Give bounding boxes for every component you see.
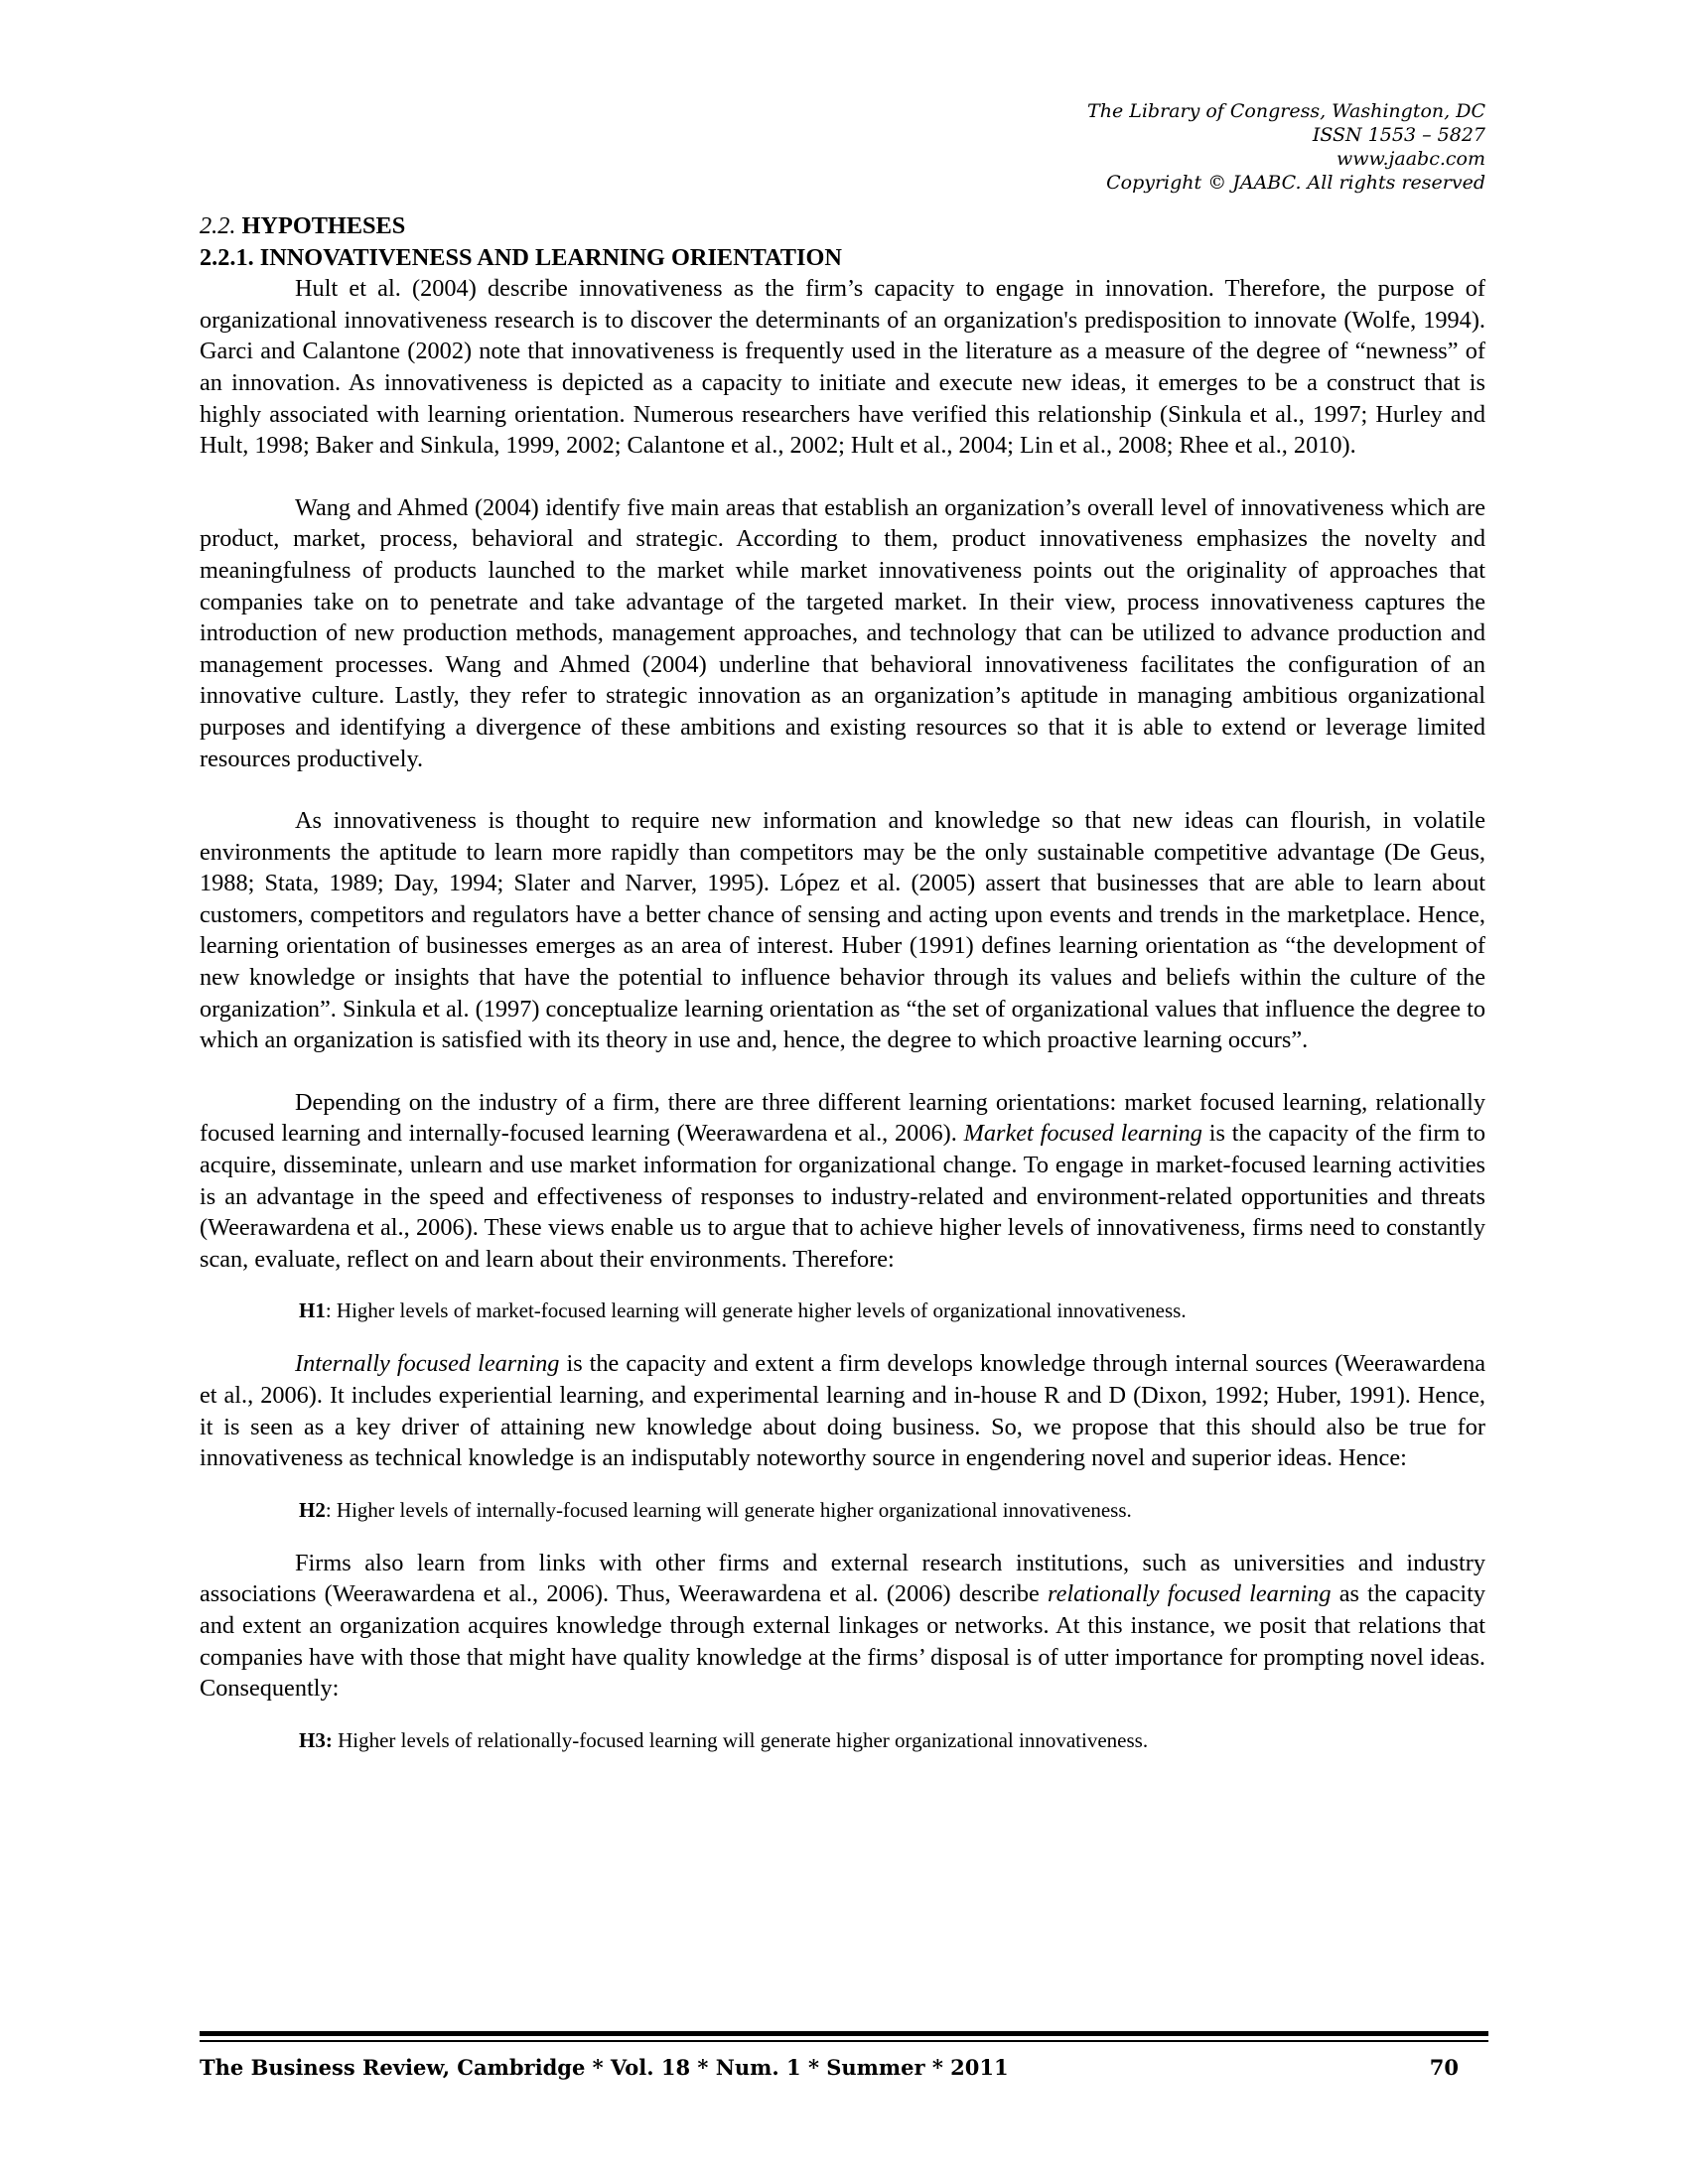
paragraph-6-text-b: as the capacity and extent an organization acquires knowledge through external linkages or networks. At this instance, we posit that relations that companies have with those that might have quality knowledge at the firms’ disposal is of utter importance for prompting novel ideas. Consequently: [200,1580,1486,1703]
header-issn: ISSN 1553 – 5827 [1312,124,1485,146]
hypothesis-1-label: H1 [299,1298,326,1323]
paragraph-4 [200,1087,1485,1276]
footer-rule-thin [200,2040,1488,2042]
paragraph-3: As innovativeness is thought to require new information and knowledge so that new ideas can flourish, in volatile environments the aptitude to learn more rapidly than competitors may be the only sustainable competitive advantage (De Geus, 1988; Stata, 1989; Day, 1994; Slater and Narver, 1995). López et al. (2005) assert that businesses that are able to learn about customers, competitors and regulators have a better chance of sensing and acting upon events and trends in the marketplace. Hence, learning orientation of businesses emerges as an area of interest. Huber (1991) defines learning orientation as “the development of new knowledge or insights that have the potential to influence behavior through its values and beliefs within the culture of the organization”. Sinkula et al. (1997) conceptualize learning orientation as “the set of organizational values that influence the degree to which an organization is satisfied with its theory in use and, hence, the degree to which proactive learning occurs”. [200,807,1485,1054]
paragraph-4-text-a: Depending on the industry of a firm, there are three different learning orientations: market focused learning, relationally focused learning and internally-focused learning (Weerawardena et al., 2006). [200,1088,1485,1148]
page-number: 70 [1429,2055,1459,2080]
hypothesis-3-label: H3: [299,1727,333,1752]
hypothesis-1 [200,1297,1485,1324]
paragraph-5 [200,1348,1485,1473]
main-content [200,210,1485,1778]
header-website: www.jaabc.com [1336,148,1485,170]
paragraph-5-text: is the capacity and extent a firm develops knowledge through internal sources (Weerawardena et al., 2006). It includes experiential learning, and experimental learning and in-house R and D (Dixon, 1992; Huber, 1991). Hence, it is seen as a key driver of attaining new knowledge about doing business. So, we propose that this should also be true for innovativeness as technical knowledge is an indisputably noteworthy source in engendering novel and superior ideas. Hence: [200,1350,1486,1472]
section-number: 2.2. [200,212,236,239]
footer-rule-thick [200,2031,1488,2036]
paragraph-1: Hult et al. (2004) describe innovativeness as the firm’s capacity to engage in innovation. Therefore, the purpose of organizational innovativeness research is to discover the determinants of an organization's predisposition to innovate (Wolfe, 1994). Garci and Calantone (2002) note that innovativeness is frequently used in the literature as a measure of the degree of “newness” of an innovation. As innovativeness is depicted as a capacity to initiate and execute new ideas, it emerges to be a construct that is highly associated with learning orientation. Numerous researchers have verified this relationship (Sinkula et al., 1997; Hurley and Hult, 1998; Baker and Sinkula, 1999, 2002; Calantone et al., 2002; Hult et al., 2004; Lin et al., 2008; Rhee et al., 2010). [200,275,1485,460]
hypothesis-3 [200,1726,1485,1754]
hypothesis-1-text: : Higher levels of market-focused learning will generate higher levels of organizational innovativeness. [325,1298,1187,1323]
hypothesis-3-text: Higher levels of relationally-focused learning will generate higher organizational innovativeness. [332,1727,1149,1752]
hypothesis-2 [200,1496,1485,1524]
section-title: HYPOTHESES [241,212,406,239]
hypothesis-2-text: : Higher levels of internally-focused learning will generate higher organizational innovativeness. [325,1497,1132,1522]
paragraph-4-text-b: is the capacity of the firm to acquire, disseminate, unlearn and use market information for organizational change. To engage in market-focused learning activities is an advantage in the speed and effectiveness of responses to industry-related and environment-related opportunities and threats (Weerawardena et al., 2006). These views enable us to argue that to achieve higher levels of innovativeness, firms need to constantly scan, evaluate, reflect on and learn about their environments. Therefore: [200,1120,1486,1273]
paragraph-2: Wang and Ahmed (2004) identify five main areas that establish an organization’s overall level of innovativeness which are product, market, process, behavioral and strategic. According to them, product innovativeness emphasizes the novelty and meaningfulness of products launched to the market while market innovativeness points out the originality of approaches that companies take on to penetrate and take advantage of the targeted market. In their view, process innovativeness captures the introduction of new production methods, management approaches, and technology that can be utilized to advance production and management processes. Wang and Ahmed (2004) underline that behavioral innovativeness facilitates the configuration of an innovative culture. Lastly, they refer to strategic innovation as an organization’s aptitude in managing ambitious organizational purposes and identifying a divergence of these ambitions and existing resources so that it is able to extend or leverage limited resources productively. [200,493,1485,772]
paragraph-4-emphasis: Market focused learning [963,1120,1202,1148]
paragraph-6 [200,1548,1485,1705]
header-library: The Library of Congress, Washington, DC [1087,100,1485,122]
section-heading [200,210,1485,242]
page-header [1087,99,1485,195]
paragraph-6-text-a: Firms also learn from links with other firms and external research institutions, such as universities and industry associations (Weerawardena et al., 2006). Thus, Weerawardena et al. (2006) describe [200,1549,1485,1608]
header-copyright: Copyright © JAABC. All rights reserved [1106,172,1485,194]
hypothesis-2-label: H2 [299,1497,326,1522]
paragraph-6-emphasis: relationally focused learning [1048,1580,1332,1608]
footer-journal: The Business Review, Cambridge * Vol. 18 * Num. 1 * Summer * 2011 [200,2055,1009,2080]
paragraph-5-emphasis: Internally focused learning [295,1350,560,1378]
subsection-heading: 2.2.1. INNOVATIVENESS AND LEARNING ORIENTATION [200,243,842,271]
